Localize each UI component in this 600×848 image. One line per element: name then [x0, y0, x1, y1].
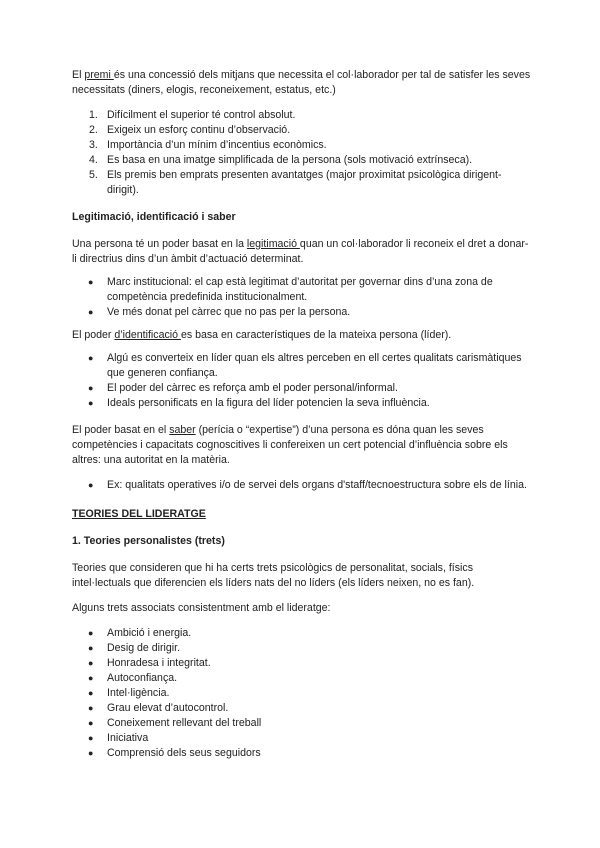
bullet-icon: ●: [88, 718, 94, 728]
list-item: 2. Exigeix un esforç continu d’observació.: [89, 124, 291, 136]
saber-list: [72, 478, 532, 493]
list-item: ● Ve més donat pel càrrec que no pas per la persona.: [88, 306, 351, 318]
bullet-icon: ●: [88, 703, 94, 713]
list-item: ● Comprensió dels seus seguidors: [88, 747, 261, 759]
trets-list: [72, 626, 532, 761]
bullet-icon: ●: [88, 673, 94, 683]
bullet-icon: ●: [88, 277, 94, 287]
bullet-icon: ●: [88, 748, 94, 758]
heading-legitimacio: Legitimació, identificació i saber: [72, 211, 236, 223]
document-page: [72, 68, 532, 761]
bullet-icon: ●: [88, 688, 94, 698]
bullet-icon: ●: [88, 307, 94, 317]
teories-paragraph: Teories que consideren que hi ha certs trets psicològics de personalitat, socials, físics intel·lectuals que diferencien els líders nats del no líders (els líders neixen, no es fan).: [72, 562, 475, 589]
bullet-icon: ●: [88, 398, 94, 408]
legit-paragraph: Una persona té un poder basat en la legitimació quan un col·laborador li reconeix el dret a donar-li directrius dins d’un àmbit d’actuació determinat.: [72, 238, 529, 265]
list-item: ● Autoconfiança.: [88, 672, 178, 684]
list-item: 5. Els premis ben emprats presenten avantatges (major proximitat psicològica dirigent-dirigit).: [89, 169, 502, 196]
bullet-icon: ●: [88, 383, 94, 393]
list-item: ● Ex: qualitats operatives i/o de servei dels organs d'staff/tecnoestructura sobre els de línia.: [88, 479, 527, 491]
intro-prefix: El: [72, 69, 85, 81]
list-item: ● El poder del càrrec es reforça amb el poder personal/informal.: [88, 382, 398, 394]
bullet-icon: ●: [88, 480, 94, 490]
term-saber: saber: [169, 424, 196, 436]
ident-paragraph: El poder d’identificació es basa en característiques de la mateixa persona (líder).: [72, 329, 452, 341]
list-item: ● Grau elevat d’autocontrol.: [88, 702, 229, 714]
bullet-icon: ●: [88, 628, 94, 638]
legit-list: [72, 275, 532, 320]
list-item: 3. Importància d’un mínim d’incentius econòmics.: [89, 139, 327, 151]
saber-paragraph: El poder basat en el saber (perícia o “expertise”) d’una persona es dóna quan les seves competències i capacitats cognoscitives li confereixen un cert potencial d’influència sobre els altres: una autoritat en la matèria.: [72, 424, 508, 466]
list-item: ● Coneixement rellevant del treball: [88, 717, 262, 729]
list-item: ● Desig de dirigir.: [88, 642, 181, 654]
list-item: 1. Difícilment el superior té control absolut.: [89, 109, 296, 121]
bullet-icon: ●: [88, 643, 94, 653]
premi-list: [72, 108, 532, 198]
term-identificacio: d’identificació: [114, 329, 181, 341]
heading-teories: TEORIES DEL LIDERATGE: [72, 508, 206, 520]
list-item: ● Ambició i energia.: [88, 627, 192, 639]
list-item: 4. Es basa en una imatge simplificada de la persona (sols motivació extrínseca).: [89, 154, 473, 166]
heading-personalistes: 1. Teories personalistes (trets): [72, 535, 225, 547]
trets-intro: Alguns trets associats consistentment amb el lideratge:: [72, 602, 331, 614]
list-item: ● Intel·ligència.: [88, 687, 170, 699]
list-item: ● Marc institucional: el cap està legitimat d’autoritat per governar dins d’una zona de competència predefinida institucionalment.: [88, 276, 493, 303]
ident-list: [72, 351, 532, 411]
bullet-icon: ●: [88, 658, 94, 668]
term-legitimacio: legitimació: [246, 238, 300, 250]
list-item: ● Ideals personificats en la figura del líder potencien la seva influència.: [88, 397, 430, 409]
bullet-icon: ●: [88, 353, 94, 363]
bullet-icon: ●: [88, 733, 94, 743]
intro-paragraph: [72, 68, 532, 98]
list-item: ● Iniciativa: [88, 732, 149, 744]
list-item: ● Honradesa i integritat.: [88, 657, 211, 669]
intro-rest: és una concessió dels mitjans que necessita el col·laborador per tal de satisfer les seves necessitats (diners, elogis, reconeixement, estatus, etc.): [72, 69, 531, 96]
list-item: ● Algú es converteix en líder quan els altres perceben en ell certes qualitats carismàtiques que generen confiança.: [88, 352, 522, 379]
term-premi: premi: [84, 69, 114, 81]
